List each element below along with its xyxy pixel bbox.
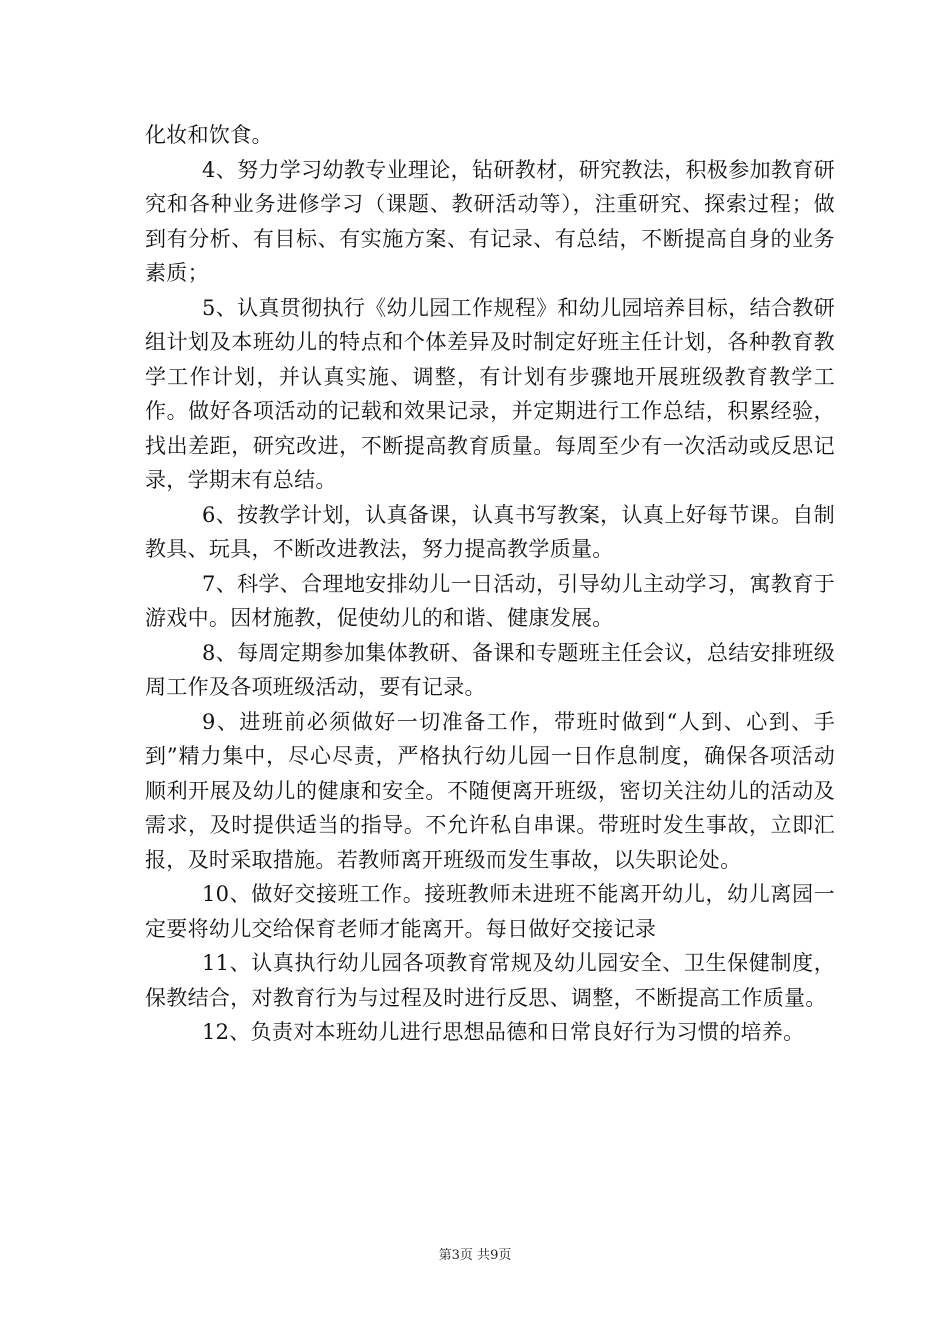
footer-suffix: 页 — [498, 1248, 512, 1263]
footer-total-pages: 9 — [490, 1248, 499, 1263]
paragraph-item-9: 9、进班前必须做好一切准备工作，带班时做到“人到、心到、手到”精力集中，尽心尽责，严格执行幼儿园一日作息制度，确保各项活动顺利开展及幼儿的健康和安全。不随便离开班级，密切关注幼儿的活动及需求，及时提供适当的指导。不允许私自串课。带班时发生事故，立即汇报，及时采取措施。若教师离开班级而发生事故，以失职论处。 — [145, 709, 835, 872]
footer-prefix: 第 — [438, 1248, 452, 1263]
paragraph-item-6: 6、按教学计划，认真备课，认真书写教案，认真上好每节课。自制教具、玩具，不断改进教法，努力提高教学质量。 — [145, 502, 835, 561]
paragraph-item-8: 8、每周定期参加集体教研、备课和专题班主任会议，总结安排班级周工作及各项班级活动，要有记录。 — [145, 640, 835, 699]
paragraph-item-10: 10、做好交接班工作。接班教师未进班不能离开幼儿，幼儿离园一定要将幼儿交给保育老师才能离开。每日做好交接记录 — [145, 882, 835, 941]
paragraph-item-7: 7、科学、合理地安排幼儿一日活动，引导幼儿主动学习，寓教育于游戏中。因材施教，促使幼儿的和谐、健康发展。 — [145, 571, 835, 630]
footer-middle: 页 共 — [459, 1248, 491, 1263]
paragraph-item-4: 4、努力学习幼教专业理论，钻研教材，研究教法，积极参加教育研究和各种业务进修学习（课题、教研活动等），注重研究、探索过程；做到有分析、有目标、有实施方案、有记录、有总结，不断提高自身的业务素质； — [145, 157, 835, 285]
paragraph-item-12: 12、负责对本班幼儿进行思想品德和日常良好行为习惯的培养。 — [202, 1020, 805, 1044]
paragraph-item-11: 11、认真执行幼儿园各项教育常规及幼儿园安全、卫生保健制度，保教结合，对教育行为与过程及时进行反思、调整，不断提高工作质量。 — [145, 951, 835, 1010]
document-body — [145, 118, 835, 1050]
footer-current-page: 3 — [451, 1248, 460, 1263]
paragraph-item-5: 5、认真贯彻执行《幼儿园工作规程》和幼儿园培养目标，结合教研组计划及本班幼儿的特点和个体差异及时制定好班主任计划，各种教育教学工作计划，并认真实施、调整，有计划有步骤地开展班级教育教学工作。做好各项活动的记载和效果记录，并定期进行工作总结，积累经验，找出差距，研究改进，不断提高教育质量。每周至少有一次活动或反思记录，学期末有总结。 — [145, 295, 835, 492]
paragraph-continuation: 化妆和饮食。 — [145, 123, 273, 147]
page-footer — [0, 1247, 950, 1265]
